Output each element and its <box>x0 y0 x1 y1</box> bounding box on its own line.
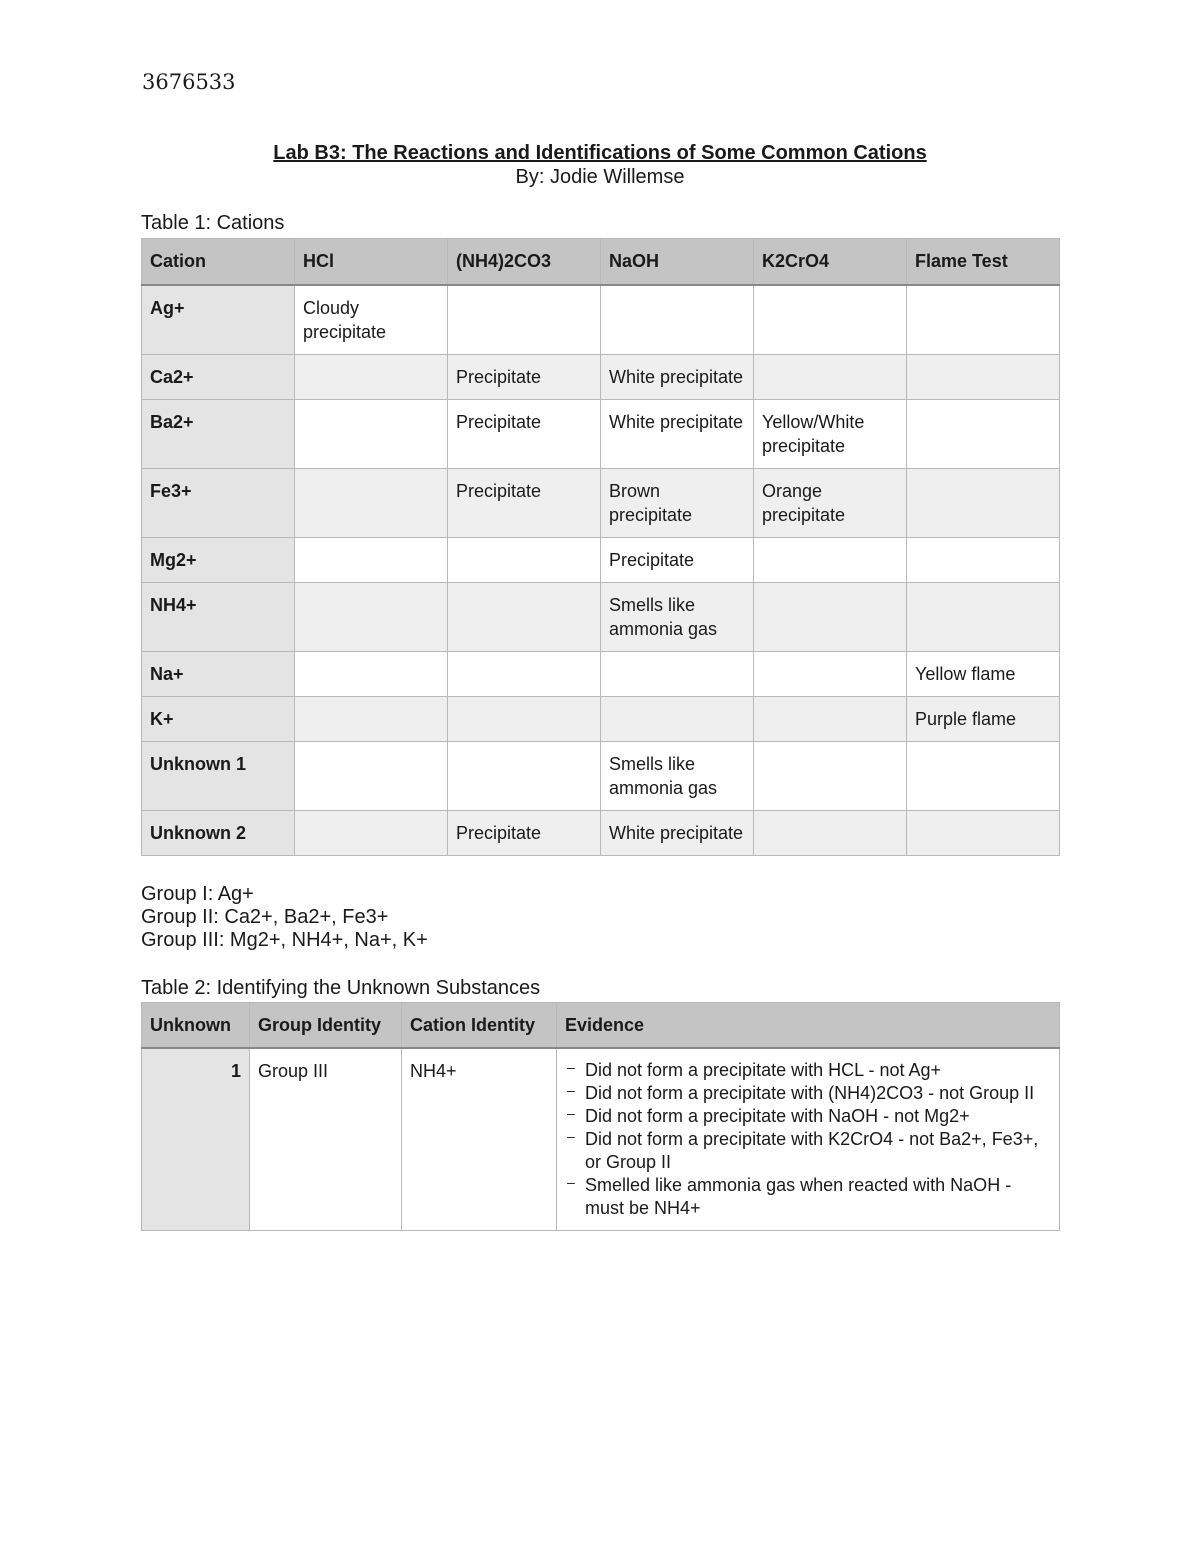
table-row <box>142 355 1060 400</box>
table-cell: Yellow/White precipitate <box>754 400 907 469</box>
author-byline: By: Jodie Willemse <box>515 166 685 188</box>
table1-header: HCl <box>295 239 448 286</box>
table-cell <box>754 355 907 400</box>
cation-cell: Ca2+ <box>142 355 295 400</box>
table-cell <box>907 355 1060 400</box>
table-cell <box>907 469 1060 538</box>
table-cell <box>754 811 907 856</box>
table-row <box>142 811 1060 856</box>
table-cell <box>601 697 754 742</box>
table2-header: Cation Identity <box>402 1003 557 1049</box>
group-line: Group I: Ag+ <box>141 883 254 905</box>
table-cell <box>295 811 448 856</box>
table-cell <box>907 742 1060 811</box>
table-cell: Cloudy precipitate <box>295 285 448 355</box>
table-cell <box>448 538 601 583</box>
table-row <box>142 469 1060 538</box>
page-title: Lab B3: The Reactions and Identifications of Some Common Cations <box>273 142 927 164</box>
table-cell <box>601 652 754 697</box>
table-cell <box>907 400 1060 469</box>
table-cell: Smells like ammonia gas <box>601 742 754 811</box>
group-identity-cell: Group III <box>250 1048 402 1231</box>
table-cell <box>295 652 448 697</box>
table-cell <box>448 652 601 697</box>
group-list <box>141 883 428 952</box>
list-item: – Did not form a precipitate with NaOH - not Mg2+ <box>565 1105 1051 1128</box>
table2-header: Group Identity <box>250 1003 402 1049</box>
table-cell: Yellow flame <box>907 652 1060 697</box>
table-row <box>142 1048 1060 1231</box>
table-row <box>142 538 1060 583</box>
evidence-list <box>565 1059 1051 1220</box>
table1-header-row <box>142 239 1060 286</box>
table-cell <box>448 742 601 811</box>
table-row <box>142 583 1060 652</box>
table-cell: Precipitate <box>448 469 601 538</box>
table1-header: (NH4)2CO3 <box>448 239 601 286</box>
table-cell <box>601 285 754 355</box>
table2-header-row <box>142 1003 1060 1049</box>
table2-caption: Table 2: Identifying the Unknown Substances <box>141 977 541 999</box>
group-line: Group II: Ca2+, Ba2+, Fe3+ <box>141 906 389 928</box>
table-cell <box>754 285 907 355</box>
table-cell <box>907 538 1060 583</box>
group-line: Group III: Mg2+, NH4+, Na+, K+ <box>141 929 428 951</box>
cations-table <box>141 238 1060 856</box>
table-cell <box>295 583 448 652</box>
table-cell <box>754 742 907 811</box>
table-cell <box>295 697 448 742</box>
table-cell <box>295 538 448 583</box>
table-cell <box>754 697 907 742</box>
table-cell <box>448 285 601 355</box>
table-cell: Precipitate <box>601 538 754 583</box>
table-cell <box>295 355 448 400</box>
table-cell <box>448 697 601 742</box>
cation-identity-cell: NH4+ <box>402 1048 557 1231</box>
cation-cell: NH4+ <box>142 583 295 652</box>
list-item: – Smelled like ammonia gas when reacted with NaOH - must be NH4+ <box>565 1174 1051 1220</box>
table-row <box>142 652 1060 697</box>
table-cell <box>448 583 601 652</box>
table-row <box>142 742 1060 811</box>
cation-cell: Na+ <box>142 652 295 697</box>
list-item: – Did not form a precipitate with (NH4)2CO3 - not Group II <box>565 1082 1051 1105</box>
table-cell: Precipitate <box>448 400 601 469</box>
table1-header: K2CrO4 <box>754 239 907 286</box>
table1-header: Flame Test <box>907 239 1060 286</box>
table1-header: NaOH <box>601 239 754 286</box>
table-cell: Precipitate <box>448 355 601 400</box>
table-cell: Orange precipitate <box>754 469 907 538</box>
table-cell <box>907 285 1060 355</box>
table-row <box>142 285 1060 355</box>
document-id: 3676533 <box>142 70 236 94</box>
table-cell <box>754 652 907 697</box>
table-cell: White precipitate <box>601 355 754 400</box>
table1-caption: Table 1: Cations <box>141 212 285 234</box>
cation-cell: Unknown 2 <box>142 811 295 856</box>
table-cell: White precipitate <box>601 811 754 856</box>
cation-cell: Ba2+ <box>142 400 295 469</box>
table-cell <box>295 742 448 811</box>
table-row <box>142 697 1060 742</box>
cation-cell: K+ <box>142 697 295 742</box>
table-cell: Brown precipitate <box>601 469 754 538</box>
table2-header: Evidence <box>557 1003 1060 1049</box>
unknown-number-cell: 1 <box>142 1048 250 1231</box>
table-cell: Precipitate <box>448 811 601 856</box>
table-cell <box>754 583 907 652</box>
list-item: – Did not form a precipitate with HCL - not Ag+ <box>565 1059 1051 1082</box>
unknowns-table <box>141 1002 1060 1231</box>
evidence-cell <box>557 1048 1060 1231</box>
cation-cell: Mg2+ <box>142 538 295 583</box>
list-item: – Did not form a precipitate with K2CrO4 - not Ba2+, Fe3+, or Group II <box>565 1128 1051 1174</box>
cation-cell: Ag+ <box>142 285 295 355</box>
table-cell <box>907 583 1060 652</box>
table-cell <box>907 811 1060 856</box>
table1-header: Cation <box>142 239 295 286</box>
table-cell: White precipitate <box>601 400 754 469</box>
cation-cell: Fe3+ <box>142 469 295 538</box>
table-cell <box>754 538 907 583</box>
table-cell: Smells like ammonia gas <box>601 583 754 652</box>
table-row <box>142 400 1060 469</box>
table-cell <box>295 469 448 538</box>
table-cell <box>295 400 448 469</box>
table-cell: Purple flame <box>907 697 1060 742</box>
cation-cell: Unknown 1 <box>142 742 295 811</box>
table2-header: Unknown <box>142 1003 250 1049</box>
